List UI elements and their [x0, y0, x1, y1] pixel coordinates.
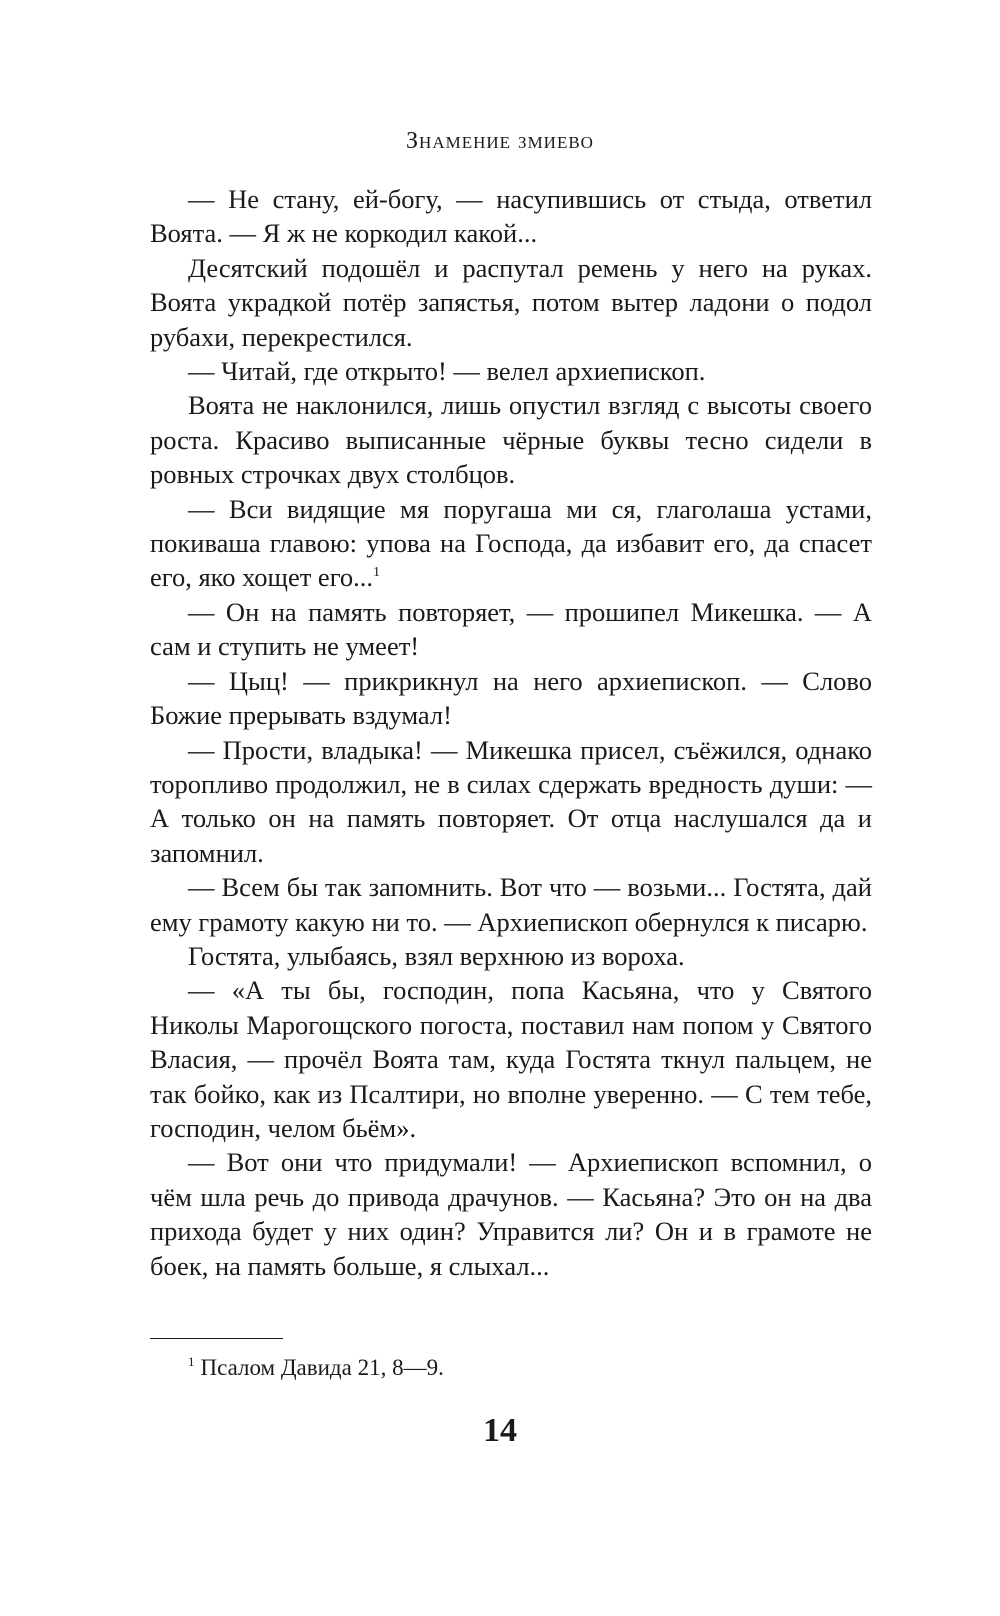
footnote	[188, 1353, 444, 1383]
paragraph-text: — Вси видящие мя поругаша ми ся, глаголаша устами, покиваша главою: упова на Господа, да избавит его, да спасет его, яко хощет его...	[150, 493, 872, 593]
paragraph: — Он на память повторяет, — прошипел Микешка. — А сам и ступить не умеет!	[150, 596, 872, 662]
paragraph: — Вот они что придумали! — Архиепископ вспомнил, о чём шла речь до привода драчунов. — Касьяна? Это он на два прихода будет у них один? Управится ли? Он и в грамоте не боек, на память больше, я слыхал...	[150, 1147, 872, 1281]
page-number: 14	[483, 1412, 517, 1449]
paragraph: — Читай, где открыто! — велел архиепископ.	[188, 356, 706, 387]
paragraph: Десятский подошёл и распутал ремень у него на руках. Воята украдкой потёр запястья, потом вытер ладони о подол рубахи, перекрестился.	[150, 252, 872, 352]
paragraph: Воята не наклонился, лишь опустил взгляд с высоты своего роста. Красиво выписанные чёрные буквы тесно сидели в ровных строчках двух столбцов.	[150, 390, 872, 490]
paragraph: — Не стану, ей-богу, — насупившись от стыда, ответил Воята. — Я ж не коркодил какой...	[150, 184, 872, 249]
footnote-text: Псалом Давида 21, 8—9.	[200, 1355, 444, 1380]
paragraph: — Прости, владыка! — Микешка присел, съёжился, однако торопливо продолжил, не в силах сдержать вредность души: — А только он на память повторяет. От отца наслушался да и запомнил.	[150, 734, 872, 868]
paragraph: — Всем бы так запомнить. Вот что — возьми... Гостята, дай ему грамоту какую ни то. — Архиепископ обернулся к писарю.	[150, 872, 872, 937]
footnote-divider	[150, 1338, 283, 1339]
running-head: Знамение змиево	[406, 128, 594, 154]
paragraph-with-footnote	[150, 492, 872, 595]
body-text	[150, 182, 872, 1283]
paragraph: — Цыц! — прикрикнул на него архиепископ. — Слово Божие прерывать вздумал!	[150, 665, 872, 731]
footnote-reference[interactable]: 1	[373, 565, 381, 581]
footnote-marker: 1	[188, 1354, 195, 1370]
paragraph: — «А ты бы, господин, попа Касьяна, что у Святого Николы Марогощского погоста, поставил нам попом у Святого Власия, — прочёл Воята там, куда Гостята ткнул пальцем, не так бойко, как из Псалтири, но вполне уверенно. — С тем тебе, господин, челом бьём».	[150, 975, 872, 1143]
paragraph: Гостята, улыбаясь, взял верхнюю из вороха.	[188, 940, 685, 971]
